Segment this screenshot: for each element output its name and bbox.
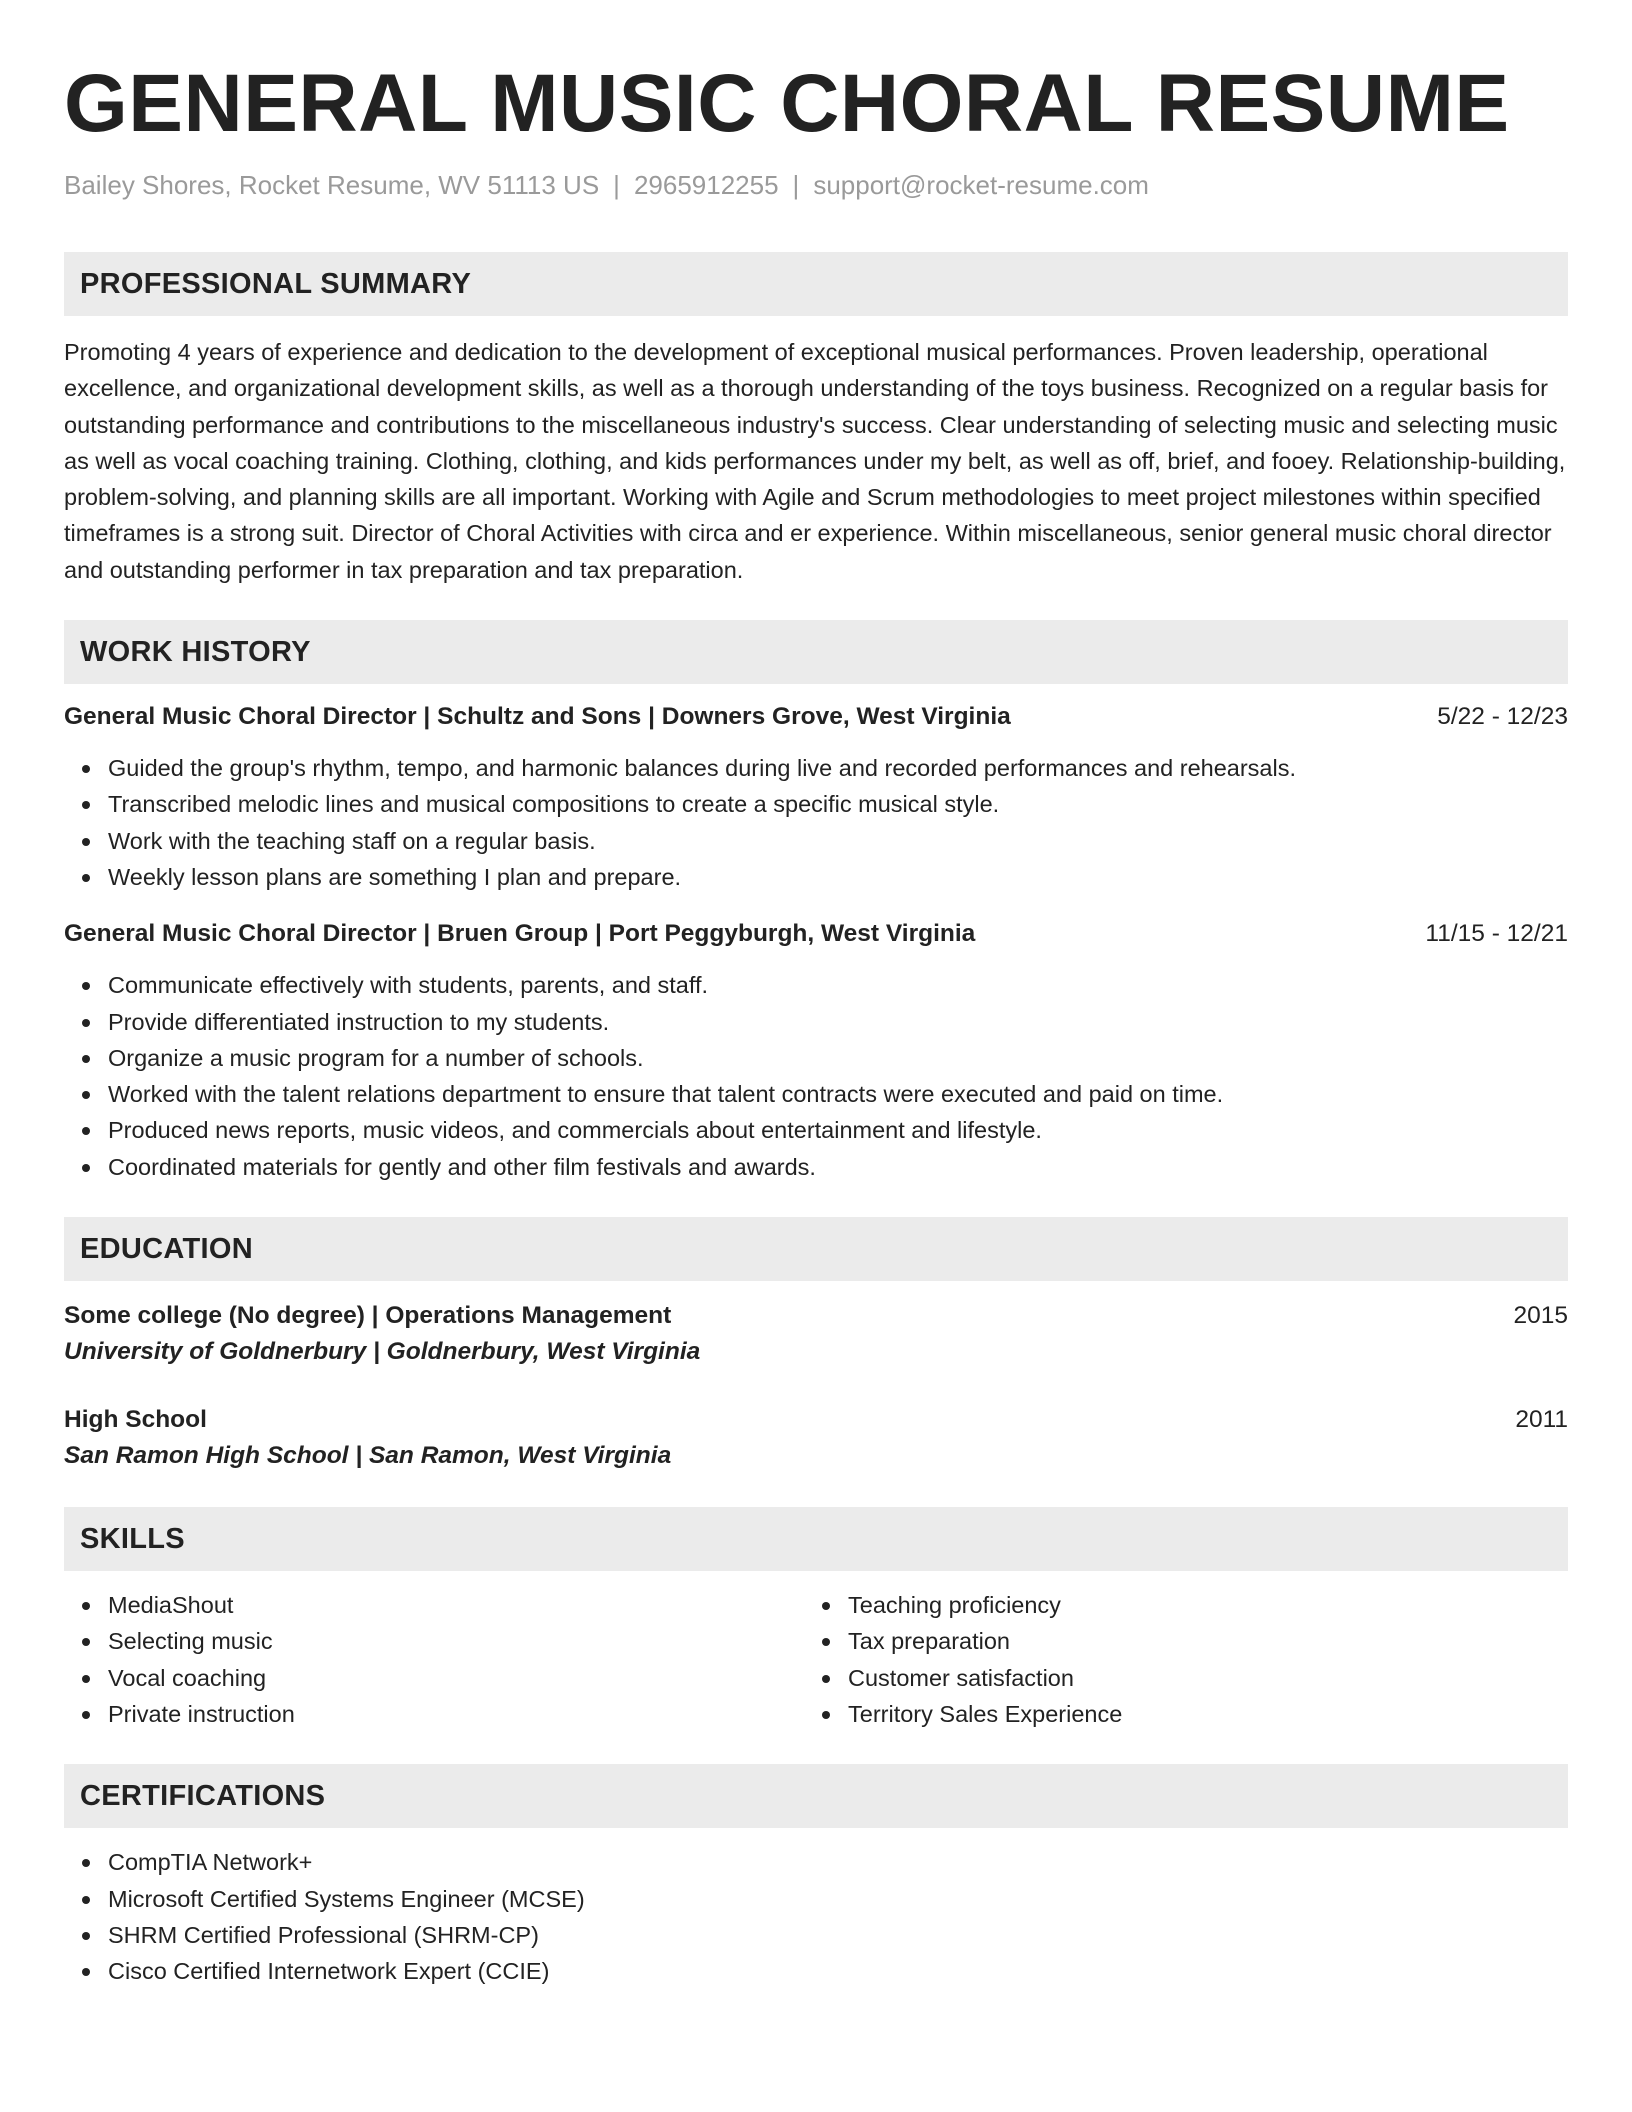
education-header (64, 1403, 1568, 1437)
bullet-icon (82, 1638, 90, 1646)
education-year: 2011 (1515, 1406, 1568, 1434)
skills-list (804, 1587, 1544, 1732)
skill-item (108, 1623, 804, 1659)
job-bullet-list (64, 967, 1568, 1185)
bullet-icon (82, 874, 90, 882)
bullet-icon (82, 1091, 90, 1099)
job-bullet-text: Produced news reports, music videos, and commercials about entertainment and lifestyle. (108, 1117, 1042, 1144)
job-dates: 5/22 - 12/23 (1437, 703, 1568, 731)
skill-item (848, 1696, 1544, 1732)
education-entry (64, 1299, 1568, 1371)
certification-text: SHRM Certified Professional (SHRM-CP) (108, 1921, 539, 1948)
skill-text: Teaching proficiency (848, 1592, 1061, 1619)
skill-item (108, 1587, 804, 1623)
job-bullet-text: Weekly lesson plans are something I plan and prepare. (108, 863, 682, 890)
certification-text: Microsoft Certified Systems Engineer (MCSE) (108, 1885, 585, 1912)
contact-line (64, 168, 1568, 202)
job-bullet-text: Organize a music program for a number of schools. (108, 1044, 644, 1071)
education-year: 2015 (1513, 1302, 1568, 1330)
skills-column-left (64, 1587, 804, 1732)
skill-item (848, 1660, 1544, 1696)
contact-address: Bailey Shores, Rocket Resume, WV 51113 US (64, 170, 600, 200)
section-header-skills: SKILLS (64, 1507, 1568, 1571)
job-dates: 11/15 - 12/21 (1425, 920, 1568, 948)
bullet-icon (822, 1638, 830, 1646)
bullet-icon (82, 1675, 90, 1683)
education-school: University of Goldnerbury | Goldnerbury, West Virginia (64, 1338, 701, 1366)
certification-text: Cisco Certified Internetwork Expert (CCIE) (108, 1958, 550, 1985)
skill-item (848, 1623, 1544, 1659)
education-school: San Ramon High School | San Ramon, West Virginia (64, 1442, 672, 1470)
section-header-education: EDUCATION (64, 1217, 1568, 1281)
certifications-list (64, 1844, 1568, 1989)
skills-grid (64, 1587, 1568, 1732)
job-bullet (108, 1004, 1568, 1040)
job-bullet-list (64, 750, 1568, 895)
section-header-work-history: WORK HISTORY (64, 620, 1568, 684)
job-bullet-text: Provide differentiated instruction to my students. (108, 1008, 610, 1035)
bullet-icon (822, 1602, 830, 1610)
education-header (64, 1299, 1568, 1333)
job-bullet-text: Communicate effectively with students, parents, and staff. (108, 972, 708, 999)
bullet-icon (82, 1859, 90, 1867)
certification-text: CompTIA Network+ (108, 1849, 313, 1876)
job-bullet-text: Coordinated materials for gently and other film festivals and awards. (108, 1153, 816, 1180)
job-bullet (108, 786, 1568, 822)
job-header (64, 700, 1568, 734)
bullet-icon (82, 1164, 90, 1172)
contact-email: support@rocket-resume.com (813, 170, 1149, 200)
skills-list (64, 1587, 804, 1732)
education-entry (64, 1403, 1568, 1475)
job-bullet (108, 750, 1568, 786)
certification-item (108, 1844, 1568, 1880)
skill-item (848, 1587, 1544, 1623)
certification-item (108, 1953, 1568, 1989)
job-bullet (108, 1040, 1568, 1076)
certification-item (108, 1917, 1568, 1953)
bullet-icon (82, 982, 90, 990)
skill-text: Territory Sales Experience (848, 1700, 1123, 1727)
skill-text: Customer satisfaction (848, 1664, 1074, 1691)
section-header-summary: PROFESSIONAL SUMMARY (64, 252, 1568, 316)
bullet-icon (82, 1602, 90, 1610)
bullet-icon (82, 1019, 90, 1027)
skill-text: Private instruction (108, 1700, 295, 1727)
contact-separator: | (792, 170, 800, 200)
bullet-icon (82, 1127, 90, 1135)
bullet-icon (82, 1968, 90, 1976)
job-bullet (108, 1149, 1568, 1185)
job-bullet (108, 1076, 1568, 1112)
job-title: General Music Choral Director | Schultz and Sons | Downers Grove, West Virginia (64, 703, 1011, 731)
job-bullet (108, 967, 1568, 1003)
bullet-icon (82, 801, 90, 809)
bullet-icon (82, 1055, 90, 1063)
skill-text: Selecting music (108, 1628, 273, 1655)
job-entry (64, 700, 1568, 895)
job-bullet-text: Work with the teaching staff on a regular basis. (108, 827, 596, 854)
skill-text: MediaShout (108, 1592, 234, 1619)
skill-text: Tax preparation (848, 1628, 1010, 1655)
education-degree: High School (64, 1406, 207, 1434)
job-bullet (108, 1112, 1568, 1148)
bullet-icon (82, 1932, 90, 1940)
section-header-certifications: CERTIFICATIONS (64, 1764, 1568, 1828)
bullet-icon (822, 1711, 830, 1719)
skill-item (108, 1696, 804, 1732)
education-degree: Some college (No degree) | Operations Management (64, 1302, 672, 1330)
summary-text: Promoting 4 years of experience and dedication to the development of exceptional musical performances. Proven leadership, operational excellence, and organizational development skills, as well as a thorough understanding of the toys business. Recognized on a regular basis for outstanding performance and contributions to the miscellaneous industry's success. Clear understanding of selecting music and selecting music as well as vocal coaching training. Clothing, clothing, and kids performances under my belt, as well as off, brief, and fooey. Relationship-building, problem-solving, and planning skills are all important. Working with Agile and Scrum methodologies to meet project milestones within specified timeframes is a strong suit. Director of Choral Activities with circa and er experience. Within miscellaneous, senior general music choral director and outstanding performer in tax preparation and tax preparation. (64, 339, 1566, 583)
skill-item (108, 1660, 804, 1696)
skill-text: Vocal coaching (108, 1664, 267, 1691)
job-header (64, 917, 1568, 951)
bullet-icon (82, 1896, 90, 1904)
contact-phone: 2965912255 (633, 170, 779, 200)
resume-title: GENERAL MUSIC CHORAL RESUME (64, 58, 1510, 149)
job-bullet (108, 859, 1568, 895)
skills-column-right (804, 1587, 1544, 1732)
bullet-icon (82, 1711, 90, 1719)
bullet-icon (822, 1675, 830, 1683)
bullet-icon (82, 765, 90, 773)
certification-item (108, 1881, 1568, 1917)
job-bullet-text: Transcribed melodic lines and musical compositions to create a specific musical style. (108, 791, 1000, 818)
bullet-icon (82, 838, 90, 846)
contact-separator: | (613, 170, 620, 200)
job-bullet-text: Worked with the talent relations department to ensure that talent contracts were executed and paid on time. (108, 1081, 1224, 1108)
job-bullet-text: Guided the group's rhythm, tempo, and harmonic balances during live and recorded performances and rehearsals. (108, 755, 1296, 782)
job-bullet (108, 823, 1568, 859)
job-title: General Music Choral Director | Bruen Group | Port Peggyburgh, West Virginia (64, 920, 976, 948)
job-entry (64, 917, 1568, 1185)
